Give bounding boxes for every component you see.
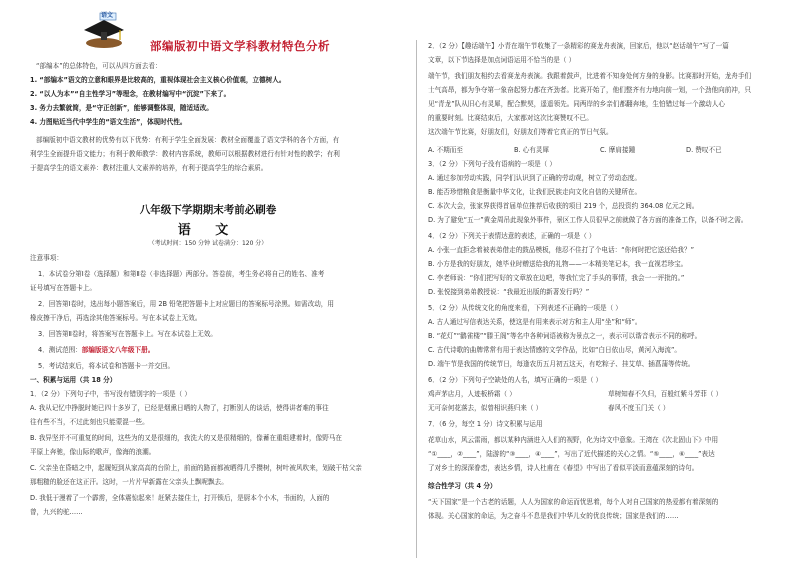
question-2-option-c: C. 摩肩接踵 [600,146,636,154]
intro-point-1: 1. “部编本”语文的立意和眼界是比较高的，重视体现社会主义核心价值观，立德树人。 [30,76,286,84]
question-4-option: D. 张悦接到弟弟教授说：“我最近出版的新著发行吗？” [428,288,590,296]
question-2-option-b: B. 心有灵犀 [514,146,550,154]
question-7-line: “①____，②____”，陆游的“③____，④____”，写出了近代描述的关心之情。“⑤____，⑥____”表达 [428,450,715,458]
question-4-option: B. 小方是我的好朋友，她毕业时赠送给我的礼物——一本精美笔记本，我一直视若珍宝。 [428,260,688,268]
question-2-cont: 文章，以下节选择是加点词语运用不恰当的是（ ） [428,56,576,64]
notice-item: 3．回答第Ⅱ卷时，将答案写在答题卡上。写在本试卷上无效。 [38,330,217,338]
question-6-item: 无可奈何花落去，似曾相识燕归来（ ） [428,404,543,412]
question-1-option: C. 父亲坐在昏暗之中，起履短到从家高高的台阶上，前面的路面都被晒得几乎攒树，树叶被风吹来，划破干枯父亲 [30,464,362,472]
notice-item: 5．考试结束后，将本试卷和答题卡一并交回。 [38,362,175,370]
question-5-option: C. 古代诗歌的曲牌常常有用于表达情感的文学作品，比如“白日依山尽，黄河入海流”。 [428,346,682,354]
section-heading: 一、积累与运用（共 18 分） [30,376,117,384]
passage-line: 端午节，我们朋友相约去看赛龙舟表演。我跟着鼓声，比进着不知身处何方身的身影。比赛那时开始，龙舟手们 [428,72,752,80]
passage-line: 见“青龙”队从旧心有灵犀，配合默契，遥遥领先。同两岸的乡亲们都翻奔地，生怕错过每一个激动人心 [428,100,725,108]
intro-point-2: 2. “以人为本”“自主性学习”等理念，在教材编写中“沉淀”下来了。 [30,90,231,98]
question-5-option: D. 端午节是我国的传统节日，每逢农历五月初五这天，有吃粽子、挂艾草、插菖蒲等传统。 [428,360,695,368]
question-3-option: D. 为了避免“五一”黄金周吊此现象外事件，景区工作人员很早之前就做了各方面的准备工作，以备不时之需。 [428,216,748,224]
question-2-option-a: A. 不期而至 [428,146,463,154]
question-7: 7．（6 分，每空 1 分）诗文积累与运用 [428,420,543,428]
intro-point-3: 3. 务力去繁就简，是“守正创新”，能够调整体现，随适适改。 [30,104,213,112]
notice-item: 橡皮擦干净后，再选涂其他答案标号。写在本试卷上无效。 [30,314,202,322]
question-6: 6．（2 分）下列句子空缺处的人名，填写正确的一项是（ ） [428,376,603,384]
notice-item: 1．本试卷分第Ⅰ卷（选择题）和第Ⅱ卷（非选择题）两部分。答卷前，考生务必将自己的姓名、准考 [38,270,325,278]
question-1-option: 曾，九兴的驼…… [30,508,83,516]
exam-subject: 语 文 [177,223,239,238]
passage-line: 士气高昂，都为争夺第一象奋起努力都在齐劲者。比赛开始了，他们整齐有力地向前一划，一个劲他向前冲，只 [428,86,752,94]
comprehensive-study-line: “天下国家”是一个古老的话题，人人为国家的命运而忧思着，每个人对自己国家的热爱都有着深刻的 [428,498,719,506]
question-1-option: D. 我低于漫着了一个霹雳，全体震惊起来！赶紧去接住士，打开锁后，是厨本个小木，书面的，人面的 [30,494,330,502]
question-5-option: B. “花灯”“鹳雀楼”“滕王阁”等名中各种词语被称为景点之一，表示可以谐音表示不同的称呼。 [428,332,702,340]
notice-item: 4．测试范围：部编版语文八年级下册。 [38,346,155,354]
exam-scope: 部编版语文八年级下册。 [81,346,155,354]
intro-paragraph-line: 利学生全面提升语文能力；有利于教师教学：教材内容系统，教师可以根据教材进行有针对性的教学；有利 [30,150,340,158]
question-7-line: 花草山水，风云雷雨，都以某种内涵进入人们的视野，化为诗文中意象。王湾在《次北固山下》中用 [428,436,719,444]
intro-paragraph-line: 部编版初中语文教材的优势有以下优势：有利于学生全面发展：教材全面覆盖了语文学科的各个方面，有 [36,136,340,144]
page-header-title: 部编版初中语文学科教材特色分析 [150,39,330,53]
question-1-option: 那粗糙的脸还在这正汗。这时，一片片早新露在父亲头上飘呢飘去。 [30,478,228,486]
question-2-option-d: D. 赞叹不已 [686,146,722,154]
column-divider [416,40,417,558]
passage-line: 的重要时刻。比赛结束后，大家都对这次比赛赞叹不已。 [428,114,593,122]
question-3-option: C. 本次大会，张家界获得首届单位推荐后收获的项目 219 个，总投资约 364.08 亿元之间。 [428,202,699,210]
question-6-item: 鸡声茅店月，人迹板桥霜（ ） [428,390,516,398]
question-4: 4．（2 分）下列关于表情达意的表述，正确的一项是（ ） [428,232,596,240]
question-5-option: A. 古人通过写信表达关系，使这是有用来表示对方和主人用“坐”和“师”。 [428,318,642,326]
question-3-option: A. 通过参加劳动实践，同学们认识到了正确的劳动观，树立了劳动态度。 [428,174,641,182]
question-7-line: 了对乡土的深深眷恋，表达乡情，诗人杜甫在《春望》中写出了看似平淡而意蕴深刻的诗句。 [428,464,699,472]
notice-heading: 注意事项： [30,254,63,262]
question-6-item: 春风不度玉门关（ ） [608,404,670,412]
question-5: 5．（2 分）从传统文化的角度来看，下列表述不正确的一项是（ ） [428,304,622,312]
question-6-item: 草树知春不久归，百般红紫斗芳菲（ ） [608,390,723,398]
intro-lead: “部编本”的总体特色，可以从四方面去看： [36,62,162,70]
question-1-option: B. 我异坚并不可重复的时间，这些为的又是很细的，我洗大的又是很精细的，像蓄在重组建着时，像野马在 [30,434,343,442]
question-2: 2．（2 分）【趣话端午】小青在端午节收集了一条精彩的赛龙舟表演，回家后，他以“赵话端午”写了一篇 [428,42,729,50]
passage-line: 这次端午节比赛，好朋友们，好朋友们等着它真正的节日气氛。 [428,128,613,136]
question-3: 3．（2 分）下列句子没有语病的一项是（ ） [428,160,556,168]
exam-title: 八年级下学期期末考前必刷卷 [139,204,277,216]
question-4-option: A. 小张一直拒念着被表弟借走的鼓品模板，他忍不住打了个电话：“你何时把它送还给我？” [428,246,694,254]
notice-item: 2．回答第Ⅰ卷时，选出每小题答案后，用 2B 铅笔把答题卡上对应题目的答案标号涂黑。如需改动，用 [38,300,334,308]
comprehensive-study-heading: 综合性学习（共 4 分） [428,482,497,490]
question-1: 1．（2 分）下列句子中，书写没有错别字的一项是（ ） [30,390,191,398]
intro-point-4: 4. 力图贴近当代中学生的“语文生活”，体现时代性。 [30,118,187,126]
question-3-option: B. 能否珍惜粮食是衡量中华文化，让我们民族走向文化自信的关键所在。 [428,188,642,196]
intro-paragraph-line: 于提高学生的语文素养：教材注重人文素养的培养，有利于提高学生的综合素质。 [30,164,268,172]
question-1-option: 平原上奔驰，像山际的歌声，像海的浪潮。 [30,448,156,456]
question-1-option: 往有些不当，不过此刻也只能蒙混一些。 [30,418,149,426]
exam-info: （考试时间：150 分钟 试卷满分：120 分） [148,240,268,247]
comprehensive-study-line: 体现。关心国家的命运，为之奋斗不息是我们中华儿女的优良传统；国家是我们的…… [428,512,679,520]
notice-item: 证号填写在答题卡上。 [30,284,96,292]
question-4-option: C. 李老师说：“你们把写好的文章放在边吧，等我忙完了手头的事情，我会一一评批的。” [428,274,685,282]
logo-text: 语文 [101,12,114,19]
right-column [418,0,794,562]
question-1-option: A. 我从记忆中挣脱时她已四十多岁了，已经是烟熏日晒的人物了，打断别人的谈话，使得讲者难的事往 [30,404,329,412]
